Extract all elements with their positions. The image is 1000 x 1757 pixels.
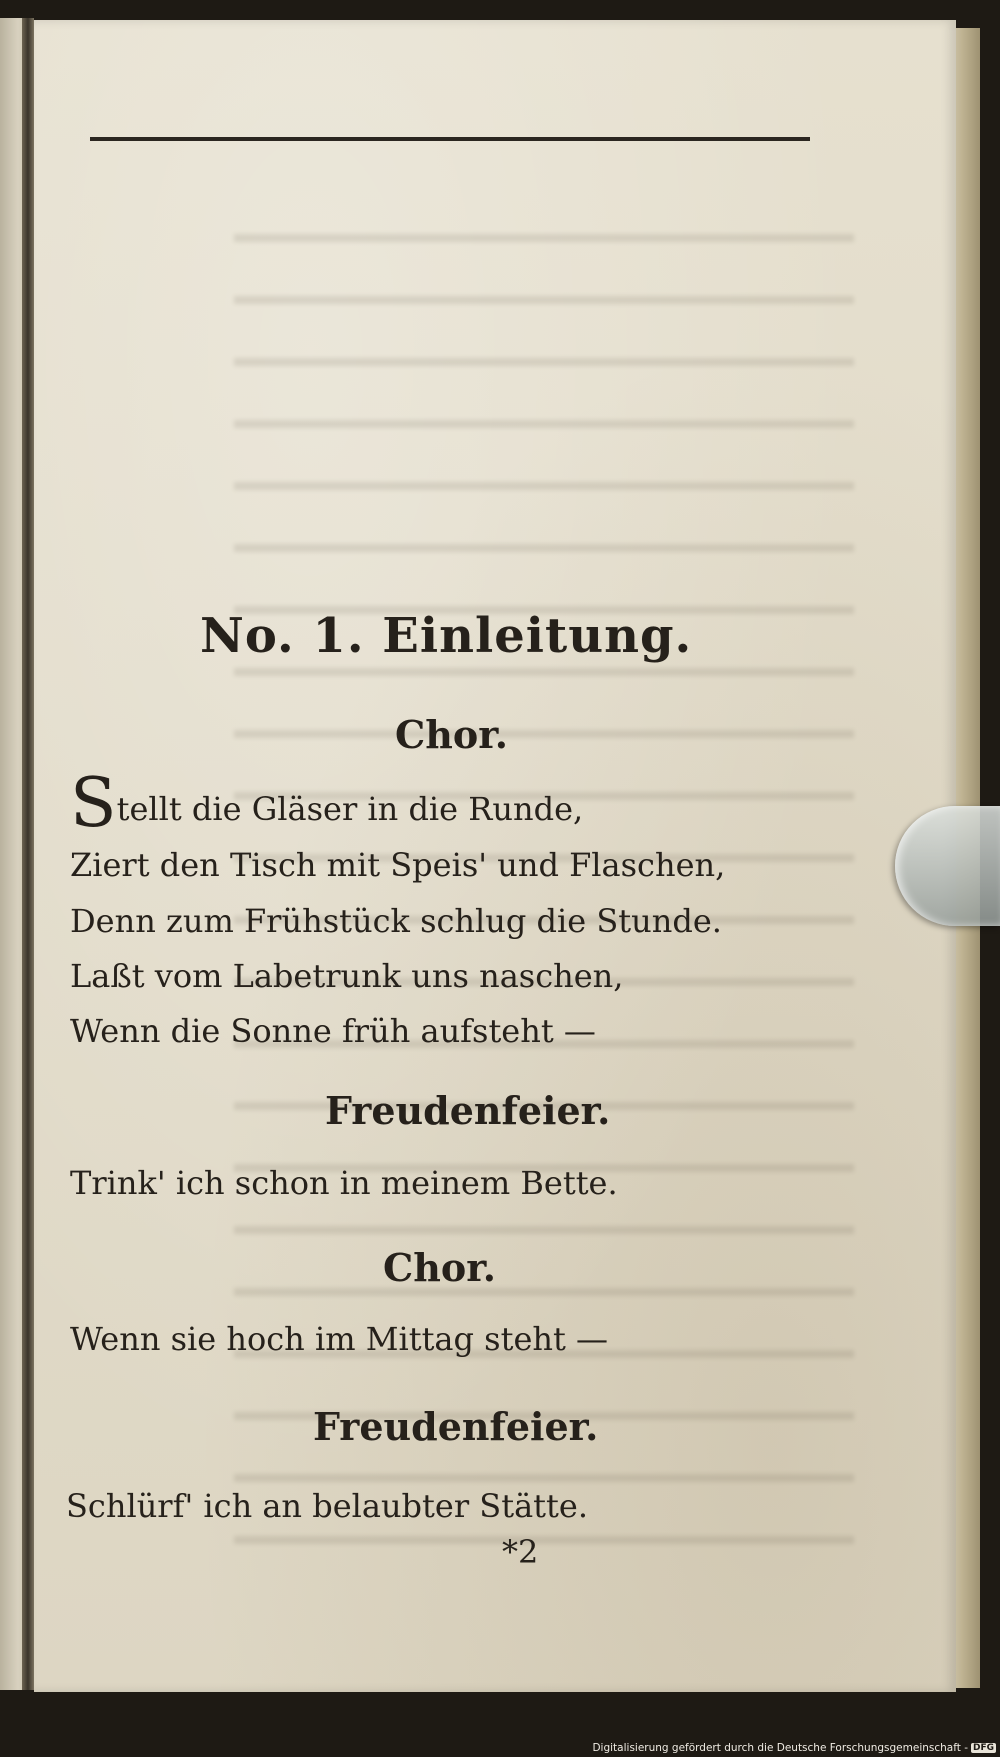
- credit-text: Digitalisierung gefördert durch die Deutsche Forschungsgemeinschaft -: [592, 1742, 968, 1754]
- verse-line: [70, 764, 584, 843]
- section-heading: No. 1. Einleitung.: [200, 608, 693, 664]
- header-rule: [90, 137, 810, 141]
- digitization-credit: [592, 1742, 996, 1754]
- speaker-label: Chor.: [395, 712, 508, 757]
- dfg-logo: DFG: [972, 1743, 994, 1753]
- speaker-label: Freudenfeier.: [325, 1088, 611, 1133]
- verse-line: Schlürf' ich an belaubter Stätte.: [66, 1487, 588, 1525]
- verse-line: Denn zum Frühstück schlug die Stunde.: [70, 902, 722, 940]
- verse-line: Wenn die Sonne früh aufsteht —: [70, 1012, 596, 1050]
- book-gutter: [22, 18, 34, 1690]
- signature-mark: *2: [502, 1533, 539, 1571]
- verse-line: Wenn sie hoch im Mittag steht —: [70, 1320, 609, 1358]
- verse-line: Trink' ich schon in meinem Bette.: [70, 1164, 618, 1202]
- verse-line-rest: tellt die Gläser in die Runde,: [116, 790, 584, 828]
- verse-line: Ziert den Tisch mit Speis' und Flaschen,: [70, 846, 726, 884]
- verse-line: Laßt vom Labetrunk uns naschen,: [70, 957, 624, 995]
- speaker-label: Freudenfeier.: [313, 1404, 599, 1449]
- drop-cap: S: [70, 764, 117, 843]
- speaker-label: Chor.: [383, 1245, 496, 1290]
